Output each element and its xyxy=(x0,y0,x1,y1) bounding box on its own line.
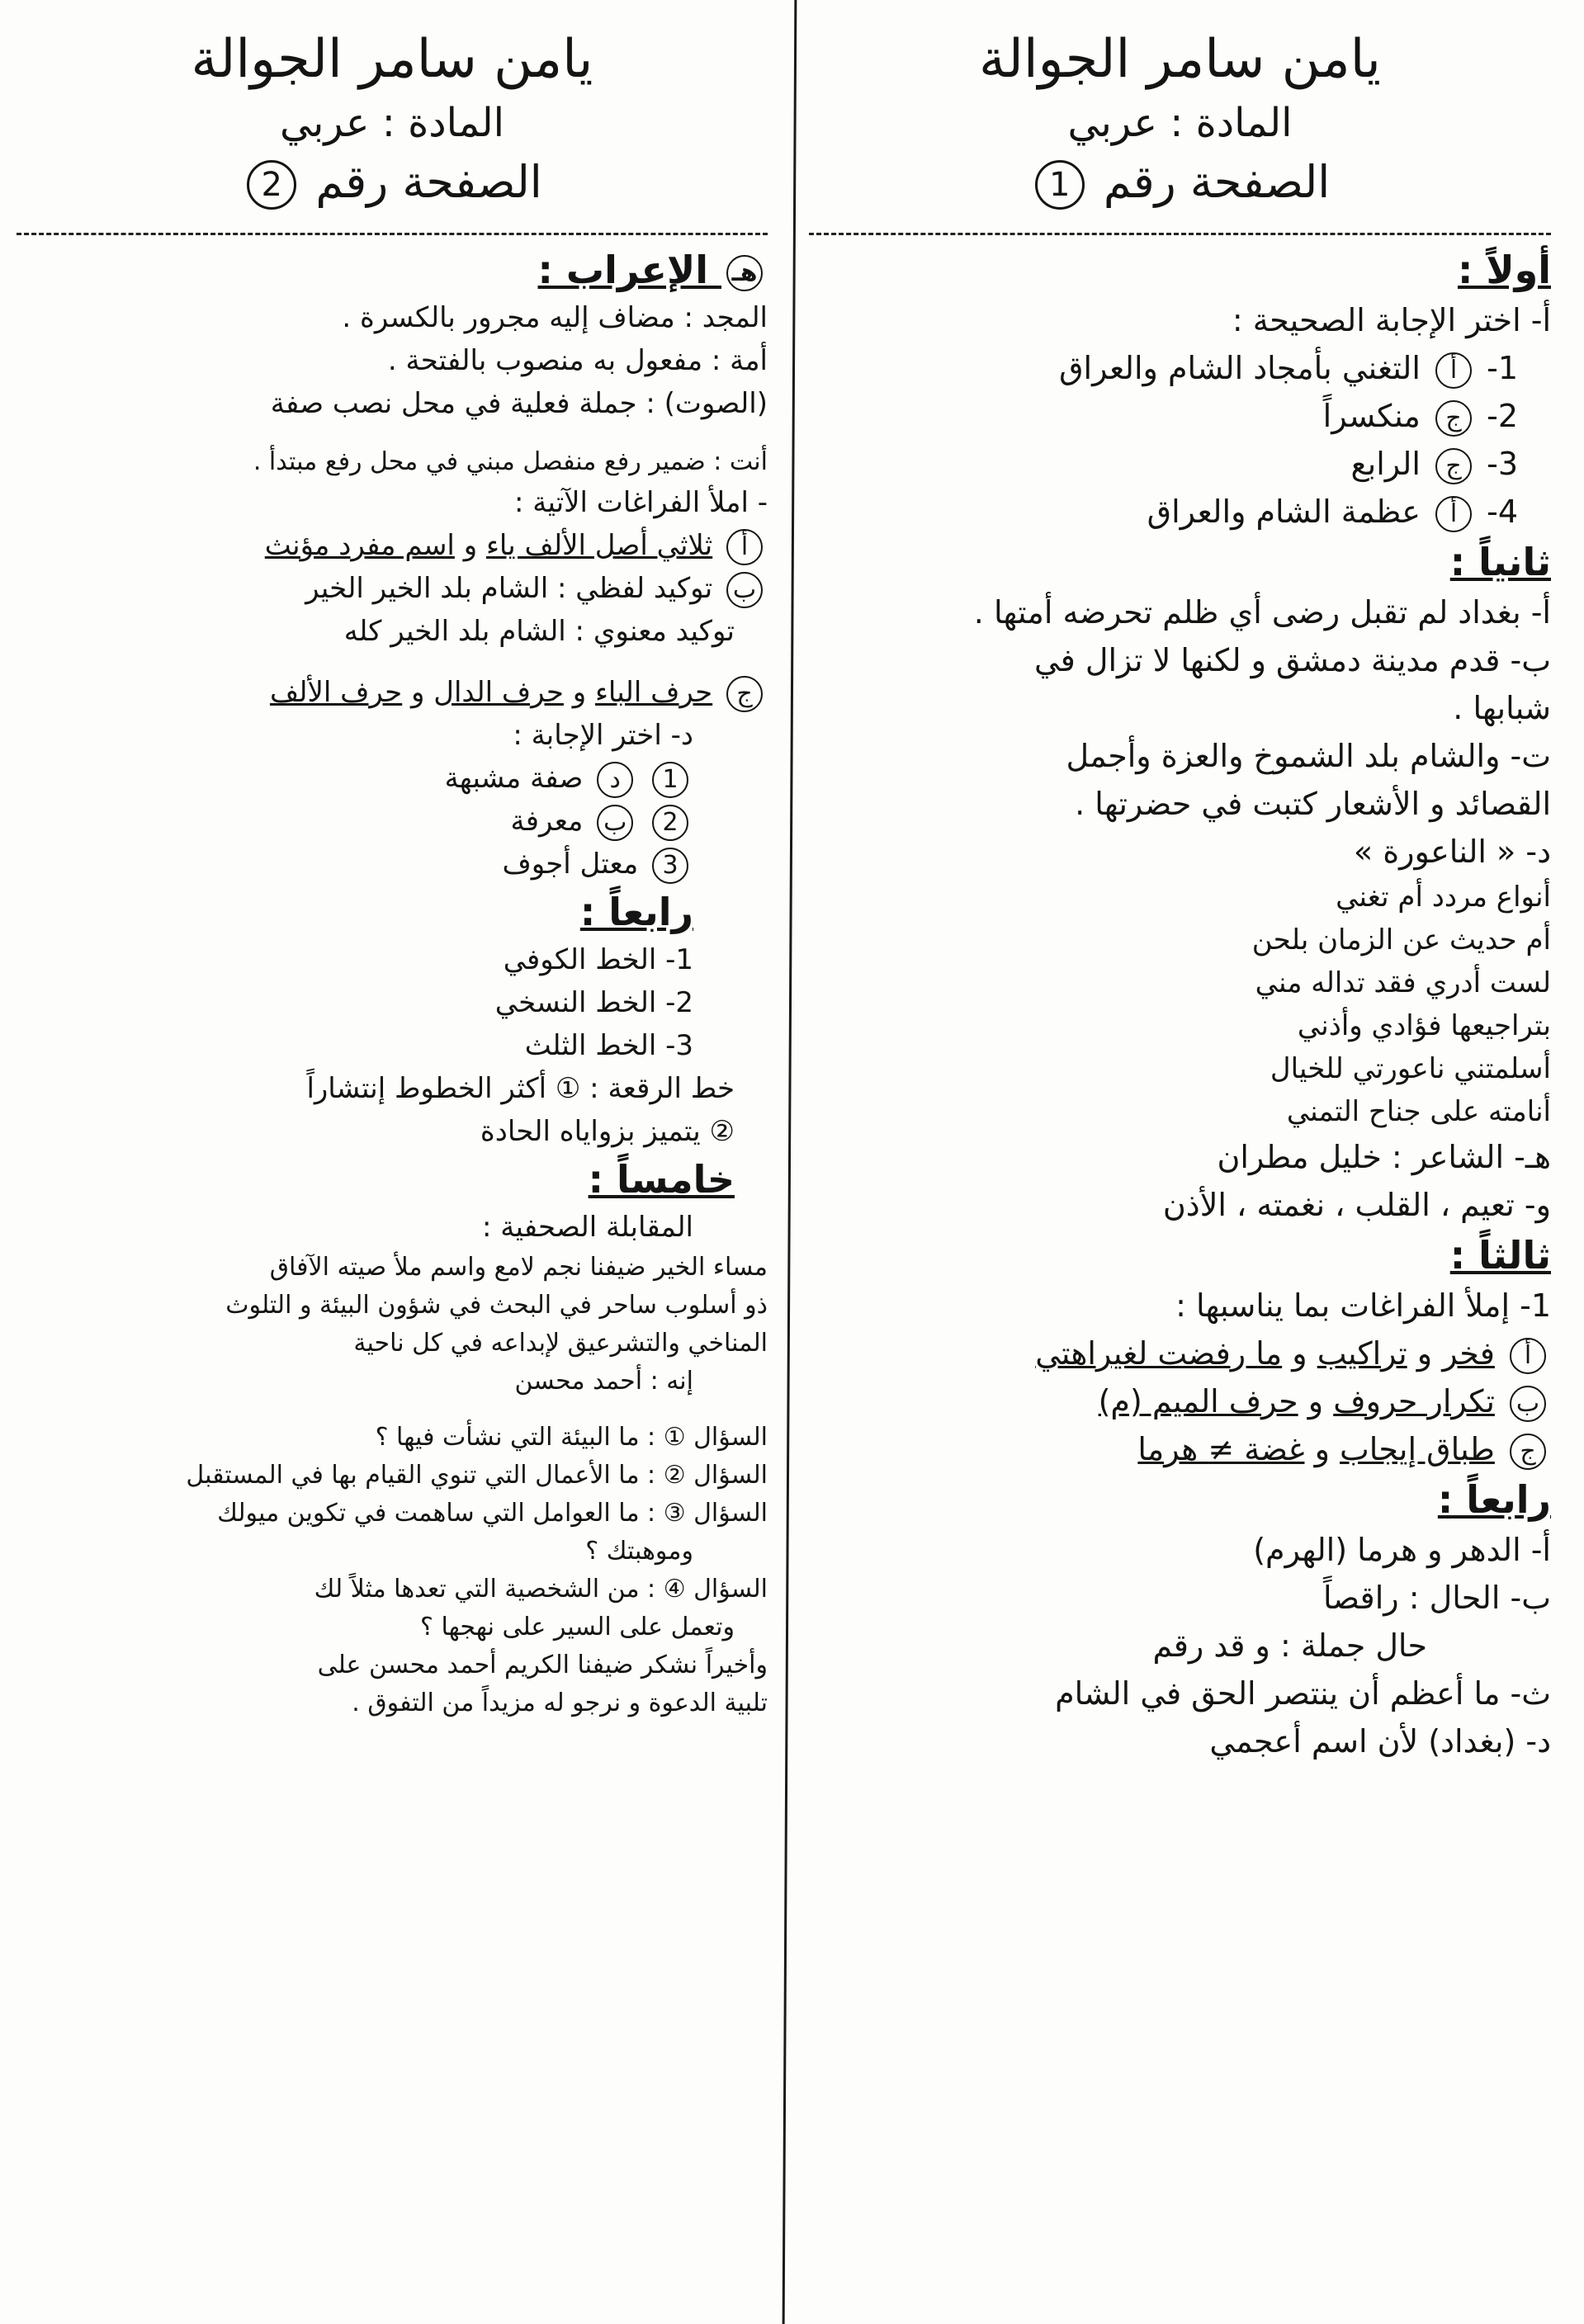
fill-value: اسم مفرد مؤنث xyxy=(264,529,455,562)
answer-text: معرفة xyxy=(510,805,584,838)
words-answer: و- تعيم ، القلب ، نغمته ، الأذن xyxy=(1162,1187,1551,1223)
answer-line: القصائد و الأشعار كتبت في حضرتها . xyxy=(1075,786,1551,822)
interview-line: السؤال ③ : ما العوامل التي ساهمت في تكوين ميولك xyxy=(217,1499,768,1528)
irab-title: الإعراب : xyxy=(537,248,708,292)
answer-letter: ب xyxy=(1510,1386,1546,1422)
answer-item xyxy=(809,488,1551,536)
answer-letter: أ xyxy=(726,529,763,565)
answer-number: 2- xyxy=(1487,398,1518,434)
answer-letter: ب xyxy=(597,805,633,841)
student-name: يامن سامر الجوالة xyxy=(979,29,1381,90)
answer-line: د- (بغداد) لأن اسم أعجمي xyxy=(1209,1723,1551,1760)
answer-text: التغني بأمجاد الشام والعراق xyxy=(1059,350,1421,386)
answer-line: حال جملة : و قد رقم xyxy=(1152,1627,1427,1664)
fill-answer-c xyxy=(809,1425,1551,1473)
answer-letter: ج xyxy=(1510,1434,1546,1470)
header-underline xyxy=(809,218,1551,235)
fill-answer-b xyxy=(17,567,768,610)
answer-line: ② يتميز بزواياه الحادة xyxy=(480,1115,735,1148)
answer-line: أ- بغداد لم تقبل رضى أي ظلم تحرضه أمتها . xyxy=(973,594,1551,631)
page-label: الصفحة رقم xyxy=(1103,156,1331,208)
fill-value: ما رفضت لغيراهتي xyxy=(1035,1335,1283,1372)
answer-letter: أ xyxy=(1510,1338,1546,1374)
fill-value: فخر xyxy=(1442,1335,1495,1372)
fill-value: حرف الألف xyxy=(269,676,403,709)
fill-instruction: 1- إملأ الفراغات بما يناسبها : xyxy=(1175,1287,1551,1324)
item-number: 3 xyxy=(652,848,688,884)
answer-letter: ج xyxy=(1435,448,1472,484)
interview-line: السؤال ① : ما البيئة التي نشأت فيها ؟ xyxy=(375,1423,768,1452)
interview-title: المقابلة الصحفية : xyxy=(482,1211,693,1244)
item-number: 2 xyxy=(652,805,688,841)
page-number-line xyxy=(809,152,1551,213)
interview-line: ذو أسلوب ساحر في البحث في شؤون البيئة و التلوث xyxy=(225,1291,768,1320)
interview-line: إنه : أحمد محسن xyxy=(514,1367,693,1396)
fill-value: غضة ≠ هرما xyxy=(1137,1431,1305,1467)
conjunction: و xyxy=(572,676,587,709)
page-number-line xyxy=(17,152,768,213)
answer-letter: أ xyxy=(1435,496,1472,532)
section-heading-third: ثالثاً : xyxy=(1449,1233,1551,1278)
answer-line: ب- قدم مدينة دمشق و لكنها لا تزال في xyxy=(1033,642,1551,678)
section-heading-fourth: رابعاً : xyxy=(579,890,693,934)
page-label: الصفحة رقم xyxy=(315,156,542,208)
answer-text: صفة مشبهة xyxy=(444,762,584,795)
answer-line: أ- الدهر و هرما (الهرم) xyxy=(1253,1532,1551,1568)
page-number-badge: 2 xyxy=(247,160,296,210)
interview-line: المناخي والتشرعيق لإبداعه في كل ناحية xyxy=(353,1329,768,1358)
answer-line: ب- الحال : راقصاً xyxy=(1323,1580,1551,1616)
student-name: يامن سامر الجوالة xyxy=(191,29,593,90)
answer-item xyxy=(809,440,1551,488)
fill-value: تراكيب xyxy=(1317,1335,1407,1372)
item-number: 1 xyxy=(652,762,688,798)
answer-letter: أ xyxy=(1435,352,1472,389)
section-heading-fifth: خامساً : xyxy=(588,1157,735,1202)
fill-value: توكيد لفظي : الشام بلد الخير الخير xyxy=(305,572,713,605)
conjunction: و xyxy=(463,529,478,562)
irab-line: أنت : ضمير رفع منفصل مبني في محل رفع مبتدأ . xyxy=(253,447,768,476)
answer-item xyxy=(809,392,1551,440)
answer-letter: ب xyxy=(726,572,763,608)
poet-answer: هـ- الشاعر : خليل مطران xyxy=(1217,1139,1551,1175)
answer-letter: ج xyxy=(726,676,763,712)
irab-line: (الصوت) : جملة فعلية في محل نصب صفة xyxy=(270,387,768,420)
irab-line: أمة : مفعول به منصوب بالفتحة . xyxy=(387,344,768,377)
section-heading-first: أولاً : xyxy=(1457,248,1551,292)
page-two-header xyxy=(17,25,768,213)
conjunction: و xyxy=(1314,1431,1330,1467)
choose-title: د- اختر الإجابة : xyxy=(513,719,693,752)
answer-number: 1- xyxy=(1487,350,1518,386)
answer-line: د- « الناعورة » xyxy=(1353,834,1551,870)
answer-text: عظمة الشام والعراق xyxy=(1147,494,1421,530)
answer-line: ت- والشام بلد الشموخ والعزة وأجمل xyxy=(1066,738,1551,774)
page-one-column xyxy=(792,0,1584,2324)
fill-answer-a xyxy=(17,524,768,567)
interview-line: السؤال ④ : من الشخصية التي تعدها مثلاً لك xyxy=(314,1575,768,1604)
interview-line: وموهبتك ؟ xyxy=(585,1537,693,1566)
choose-item xyxy=(17,757,768,800)
answer-number: 4- xyxy=(1487,494,1518,530)
fill-value: حرف الدال xyxy=(433,676,564,709)
answer-text: الرابع xyxy=(1350,446,1421,482)
answer-letter: د xyxy=(597,762,633,798)
poem-line: أسلمتني ناعورتي للخيال xyxy=(1270,1052,1551,1085)
conjunction: و xyxy=(1292,1335,1307,1372)
answer-line: 1- الخط الكوفي xyxy=(503,943,693,976)
fill-value: طباق إيجاب xyxy=(1340,1431,1495,1467)
poem-line: بتراجيعها فؤادي وأذني xyxy=(1297,1009,1551,1042)
fill-value: ثلاثي أصل الألف ياء xyxy=(485,529,713,562)
answer-line: ث- ما أعظم أن ينتصر الحق في الشام xyxy=(1055,1675,1551,1712)
poem-line: أم حديث عن الزمان بلحن xyxy=(1251,923,1551,957)
fill-answer-c xyxy=(17,671,768,714)
choose-item xyxy=(17,843,768,886)
answer-line: خط الرقعة : ① أكثر الخطوط إنتشاراً xyxy=(306,1072,735,1105)
answer-line: 3- الخط الثلث xyxy=(524,1029,693,1062)
answer-text: منكسراً xyxy=(1322,398,1421,434)
header-underline xyxy=(17,218,768,235)
interview-line: السؤال ② : ما الأعمال التي تنوي القيام بها في المستقبل xyxy=(186,1461,768,1490)
page-one-header xyxy=(809,25,1551,213)
answer-item xyxy=(809,344,1551,392)
poem-line: أنواع مردد أم تغني xyxy=(1336,881,1551,914)
subject-label: المادة : عربي xyxy=(1067,100,1293,146)
fill-answer-b xyxy=(809,1377,1551,1425)
section-letter: هـ xyxy=(726,255,763,291)
conjunction: و xyxy=(411,676,425,709)
answer-number: 3- xyxy=(1487,446,1518,482)
answer-text: معتل أجوف xyxy=(502,848,639,881)
fill-value: حرف الباء xyxy=(594,676,713,709)
interview-line: تلبية الدعوة و نرجو له مزيداً من التفوق . xyxy=(352,1689,768,1717)
subject-label: المادة : عربي xyxy=(279,100,505,146)
conjunction: و xyxy=(1307,1383,1324,1419)
interview-line: وتعمل على السير على نهجها ؟ xyxy=(419,1613,735,1641)
section-heading-second: ثانياً : xyxy=(1449,540,1551,584)
irab-heading xyxy=(17,243,768,296)
fill-value: تكرار حروف xyxy=(1333,1383,1495,1419)
interview-line: وأخيراً نشكر ضيفنا الكريم أحمد محسن على xyxy=(317,1651,768,1679)
choose-instruction: أ- اختر الإجابة الصحيحة : xyxy=(1232,302,1551,338)
irab-line: المجد : مضاف إليه مجرور بالكسرة . xyxy=(342,301,768,334)
page-number-badge: 1 xyxy=(1035,160,1085,210)
answer-line: شبابها . xyxy=(1453,690,1551,726)
interview-line: مساء الخير ضيفنا نجم لامع واسم ملأ صيته الآفاق xyxy=(269,1253,768,1282)
answer-line: 2- الخط النسخي xyxy=(494,986,693,1019)
fill-instruction: - املأ الفراغات الآتية : xyxy=(513,486,768,519)
answer-letter: ج xyxy=(1435,400,1472,437)
fill-answer-a xyxy=(809,1330,1551,1377)
poem-line: أنامته على جناح التمني xyxy=(1286,1095,1551,1128)
poem-line: لست أدري فقد تداله مني xyxy=(1255,966,1551,999)
conjunction: و xyxy=(1416,1335,1433,1372)
fill-answer-b2: توكيد معنوي : الشام بلد الخير كله xyxy=(343,615,735,648)
fill-value: حرف الميم (م) xyxy=(1098,1383,1298,1419)
choose-item xyxy=(17,800,768,843)
section-heading-fourth: رابعاً : xyxy=(1437,1477,1551,1522)
